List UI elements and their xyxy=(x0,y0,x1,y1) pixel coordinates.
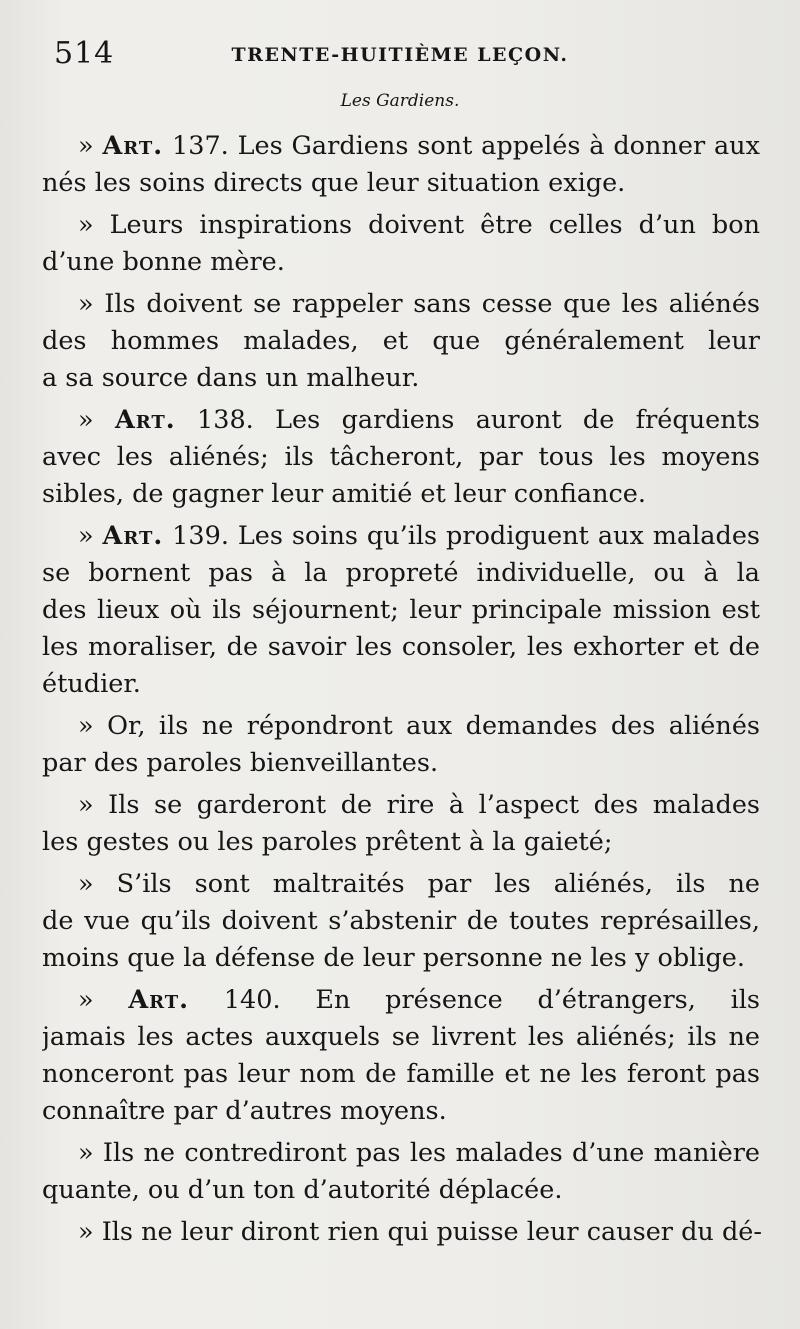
text-line: » Ils ne contrediront pas les malades d’une manière xyxy=(78,1138,760,1168)
text-line: quante, ou d’un ton d’autorité déplacée. xyxy=(42,1175,563,1205)
text-line: les moraliser, de savoir les consoler, les exhorter et de xyxy=(42,632,760,662)
running-head: TRENTE-HUITIÈME LEÇON. xyxy=(231,44,569,66)
text-line: » Ils se garderont de rire à l’aspect des malades xyxy=(78,790,760,820)
text-line: d’une bonne mère. xyxy=(42,247,285,277)
text-line: » Ils doivent se rappeler sans cesse que les aliénés xyxy=(78,289,760,319)
paragraph xyxy=(42,207,760,281)
paragraph xyxy=(42,402,760,513)
text-line: de vue qu’ils doivent s’abstenir de toutes représailles, xyxy=(42,906,760,936)
section-title: Les Gardiens. xyxy=(340,91,460,111)
text-line: » S’ils sont maltraités par les aliénés, ils ne xyxy=(78,869,760,899)
text-line: » Art. 138. Les gardiens auront de fréquents xyxy=(78,405,760,435)
text-line: avec les aliénés; ils tâcheront, par tous les moyens xyxy=(42,442,760,472)
text-line: » Ils ne leur diront rien qui puisse leur causer du dé- xyxy=(78,1217,762,1247)
text-line: des hommes malades, et que généralement leur xyxy=(42,326,760,356)
text-line: sibles, de gagner leur amitié et leur confiance. xyxy=(42,479,646,509)
text-line: nonceront pas leur nom de famille et ne les feront pas xyxy=(42,1059,760,1089)
text-line: les gestes ou les paroles prêtent à la gaieté; xyxy=(42,827,613,857)
text-line: a sa source dans un malheur. xyxy=(42,363,420,393)
paragraph xyxy=(42,982,760,1130)
page-body xyxy=(42,128,760,1256)
paragraph xyxy=(42,1135,760,1209)
text-line: » Leurs inspirations doivent être celles d’un bon xyxy=(78,210,760,240)
paragraph xyxy=(42,708,760,782)
text-line: étudier. xyxy=(42,669,141,699)
paragraph xyxy=(42,518,760,703)
text-line: » Art. 140. En présence d’étrangers, ils xyxy=(78,985,760,1015)
text-line: » Art. 139. Les soins qu’ils prodiguent aux malades xyxy=(78,521,760,551)
text-line: connaître par d’autres moyens. xyxy=(42,1096,447,1126)
text-line: se bornent pas à la propreté individuelle, ou à la xyxy=(42,558,760,588)
page-header xyxy=(50,36,750,76)
text-line: » Art. 137. Les Gardiens sont appelés à donner aux xyxy=(78,131,760,161)
text-line: jamais les actes auxquels se livrent les aliénés; ils ne xyxy=(42,1022,760,1052)
paragraph xyxy=(42,128,760,202)
text-line: des lieux où ils séjournent; leur principale mission est xyxy=(42,595,760,625)
text-line: » Or, ils ne répondront aux demandes des aliénés xyxy=(78,711,760,741)
paragraph xyxy=(42,1214,760,1251)
paragraph xyxy=(42,286,760,397)
text-line: moins que la défense de leur personne ne les y oblige. xyxy=(42,943,746,973)
text-line: par des paroles bienveillantes. xyxy=(42,748,439,778)
page-number: 514 xyxy=(54,36,115,71)
text-line: nés les soins directs que leur situation exige. xyxy=(42,168,626,198)
paragraph xyxy=(42,787,760,861)
paragraph xyxy=(42,866,760,977)
